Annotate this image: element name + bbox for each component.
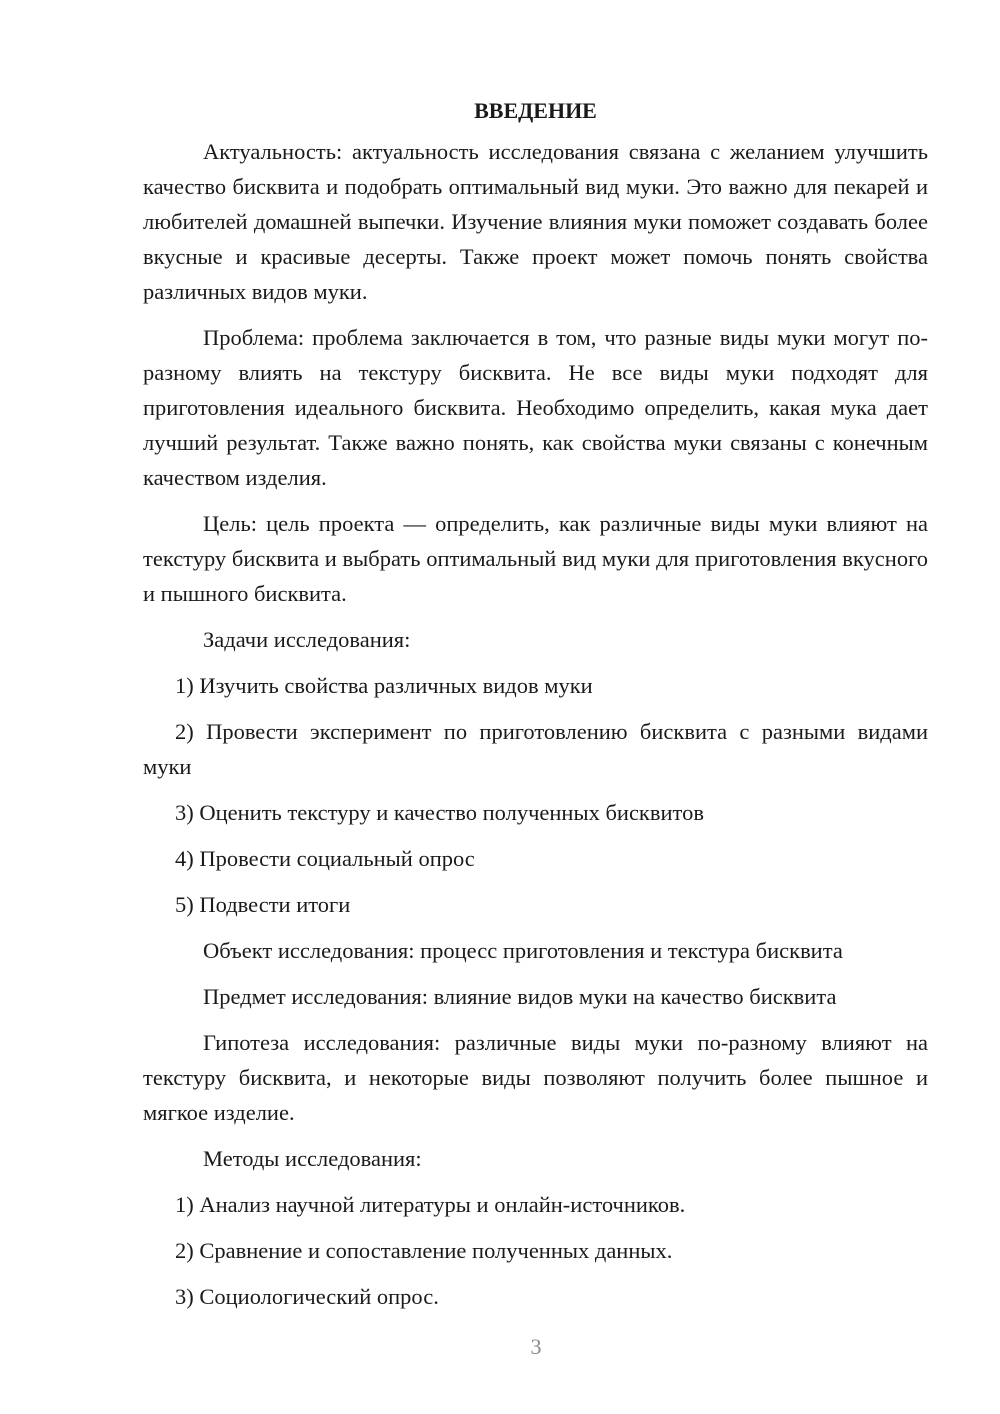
- tasks-heading: Задачи исследования:: [203, 627, 411, 652]
- document-page: [143, 96, 928, 1325]
- list-item: 3) Социологический опрос.: [175, 1284, 439, 1309]
- page-title: ВВЕДЕНИЕ: [474, 98, 597, 123]
- relevance-paragraph: Актуальность: актуальность исследования связана с желанием улучшить качество бисквита и подобрать оптимальный вид муки. Это важно для пекарей и любителей домашней выпечки. Изучение влияния муки поможет создавать более вкусные и красивые десерты. Также проект может помочь понять свойства различных видов муки.: [143, 139, 928, 304]
- list-item: 4) Провести социальный опрос: [175, 846, 475, 871]
- list-item: 2) Сравнение и сопоставление полученных данных.: [175, 1238, 673, 1263]
- hypothesis-paragraph: Гипотеза исследования: различные виды муки по-разному влияют на текстуру бисквита, и некоторые виды позволяют получить более пышное и мягкое изделие.: [143, 1030, 928, 1125]
- list-item: 2) Провести эксперимент по приготовлению бисквита с разными видами муки: [143, 719, 928, 779]
- methods-heading: Методы исследования:: [203, 1146, 422, 1171]
- list-item: 3) Оценить текстуру и качество полученных бисквитов: [175, 800, 704, 825]
- list-item: 5) Подвести итоги: [175, 892, 351, 917]
- page-number: 3: [530, 1334, 542, 1359]
- subject-line: Предмет исследования: влияние видов муки на качество бисквита: [203, 984, 837, 1009]
- object-line: Объект исследования: процесс приготовления и текстура бисквита: [203, 938, 843, 963]
- list-item: 1) Изучить свойства различных видов муки: [175, 673, 593, 698]
- list-item: 1) Анализ научной литературы и онлайн-источников.: [175, 1192, 686, 1217]
- problem-paragraph: Проблема: проблема заключается в том, что разные виды муки могут по-разному влиять на текстуру бисквита. Не все виды муки подходят для приготовления идеального бисквита. Необходимо определить, какая мука дает лучший результат. Также важно понять, как свойства муки связаны с конечным качеством изделия.: [143, 325, 928, 490]
- tasks-list: [143, 668, 928, 922]
- goal-paragraph: Цель: цель проекта — определить, как различные виды муки влияют на текстуру бисквита и выбрать оптимальный вид муки для приготовления вкусного и пышного бисквита.: [143, 511, 928, 606]
- methods-list: [143, 1187, 928, 1314]
